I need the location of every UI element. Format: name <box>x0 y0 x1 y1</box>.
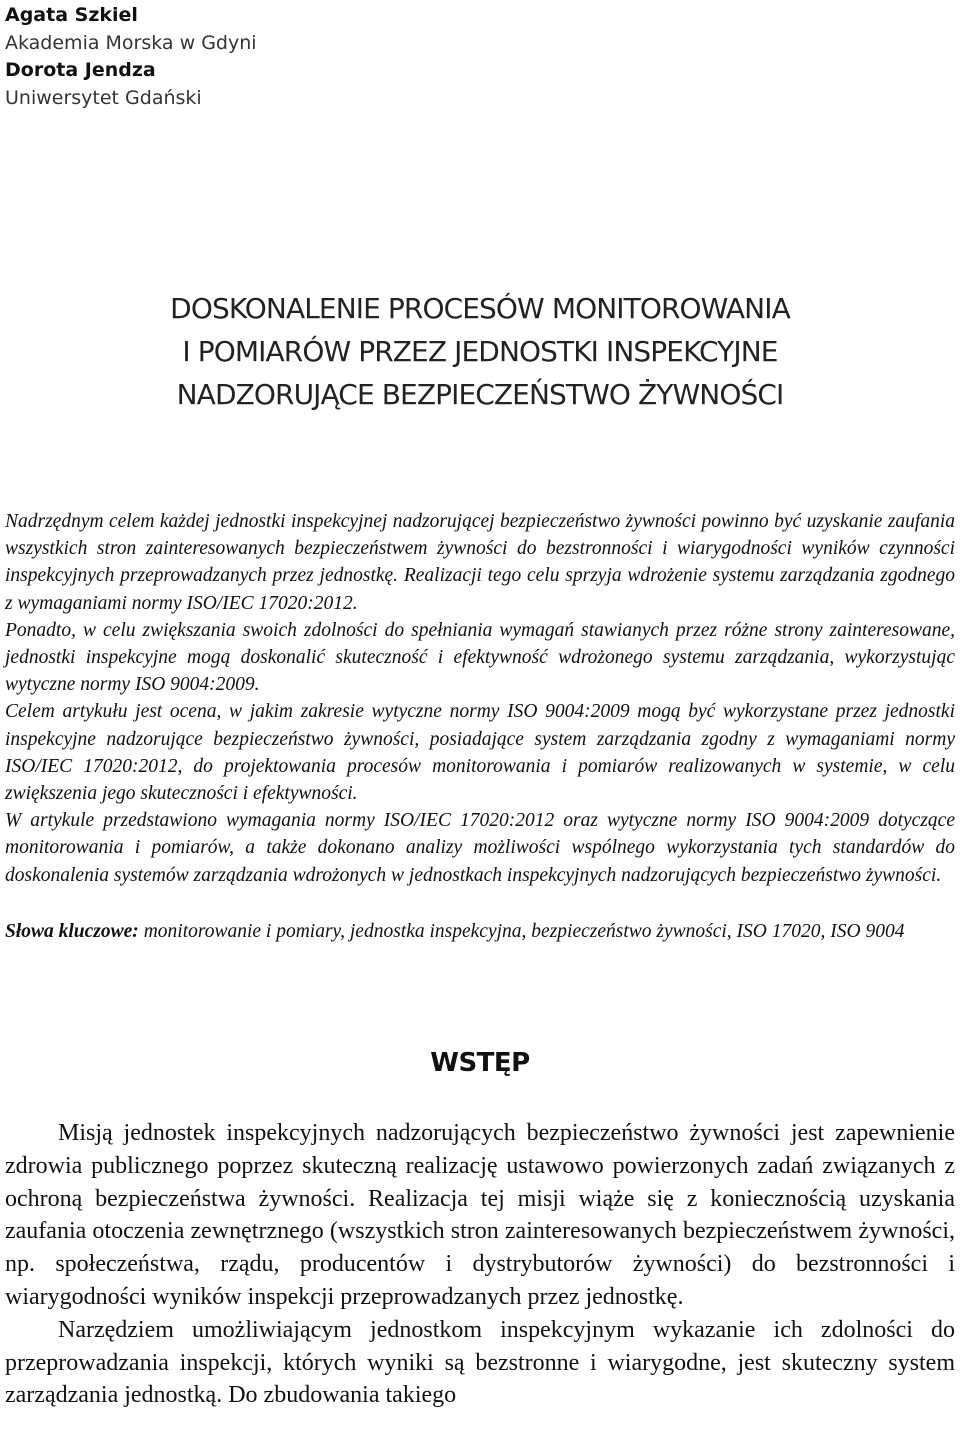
author-block <box>5 2 605 112</box>
title-line: I POMIARÓW PRZEZ JEDNOSTKI INSPEKCYJNE <box>182 335 778 368</box>
abstract-paragraph: Celem artykułu jest ocena, w jakim zakresie wytyczne normy ISO 9004:2009 mogą być wykorzystane przez jednostki inspekcyjne nadzorujące bezpieczeństwo żywności, posiadające system zarządzania zgodny z wymaganiami normy ISO/IEC 17020:2012, do projektowania procesów monitorowania i pomiarów realizowanych w systemie, w celu zwiększenia jego skuteczności i efektywności. <box>5 701 955 805</box>
title-line: NADZORUJĄCE BEZPIECZEŃSTWO ŻYWNOŚCI <box>176 378 784 411</box>
title-line: DOSKONALENIE PROCESÓW MONITOROWANIA <box>170 292 790 325</box>
abstract-paragraph: W artykule przedstawiono wymagania normy ISO/IEC 17020:2012 oraz wytyczne normy ISO 9004:2009 dotyczące monitorowania i pomiarów, a także dokonano analizy możliwości wspólnego wykorzystania tych standardów do doskonalenia systemów zarządzania wdrożonych w jednostkach inspekcyjnych nadzorujących bezpieczeństwo żywności. <box>5 810 955 886</box>
body-text <box>5 1117 955 1412</box>
keywords <box>5 918 955 945</box>
body-paragraph: Misją jednostek inspekcyjnych nadzorujących bezpieczeństwo żywności jest zapewnienie zdrowia publicznego poprzez skuteczną realizację ustawowo powierzonych zadań związanych z ochroną bezpieczeństwa żywności. Realizacja tej misji wiąże się z koniecznością uzyskania zaufania otoczenia zewnętrznego (wszystkich stron zainteresowanych bezpieczeństwem żywności, np. społeczeństwa, rządu, producentów i dystrybutorów żywności) do bezstronności i wiarygodności wyników inspekcji przeprowadzanych przez jednostkę. <box>5 1120 955 1310</box>
body-paragraph: Narzędziem umożliwiającym jednostkom inspekcyjnym wykazanie ich zdolności do przeprowadzania inspekcji, których wyniki są bezstronne i wiarygodne, jest skuteczny system zarządzania jednostką. Do zbudowania takiego <box>5 1316 955 1409</box>
author-affiliation: Akademia Morska w Gdyni <box>5 31 257 54</box>
keywords-label: Słowa kluczowe: <box>5 921 139 942</box>
section-heading: WSTĘP <box>430 1048 530 1078</box>
abstract-paragraph: Nadrzędnym celem każdej jednostki inspekcyjnej nadzorującej bezpieczeństwo żywności powinno być uzyskanie zaufania wszystkich stron zainteresowanych bezpieczeństwem żywności do bezstronności i wiarygodności wyników czynności inspekcyjnych przeprowadzanych przez jednostkę. Realizacji tego celu sprzyja wdrożenie systemu zarządzania zgodnego z wymaganiami normy ISO/IEC 17020:2012. <box>5 511 955 614</box>
abstract <box>5 508 955 889</box>
keywords-text: monitorowanie i pomiary, jednostka inspekcyjna, bezpieczeństwo żywności, ISO 17020, ISO 9004 <box>138 921 905 942</box>
paper-title <box>5 287 955 416</box>
author-name: Dorota Jendza <box>5 59 156 81</box>
author-affiliation: Uniwersytet Gdański <box>5 86 202 109</box>
abstract-paragraph: Ponadto, w celu zwiększania swoich zdolności do spełniania wymagań stawianych przez różne strony zainteresowane, jednostki inspekcyjne mogą doskonalić skuteczność i efektywność wdrożonego systemu zarządzania, wykorzystując wytyczne normy ISO 9004:2009. <box>5 619 955 696</box>
author-name: Agata Szkiel <box>5 4 138 26</box>
